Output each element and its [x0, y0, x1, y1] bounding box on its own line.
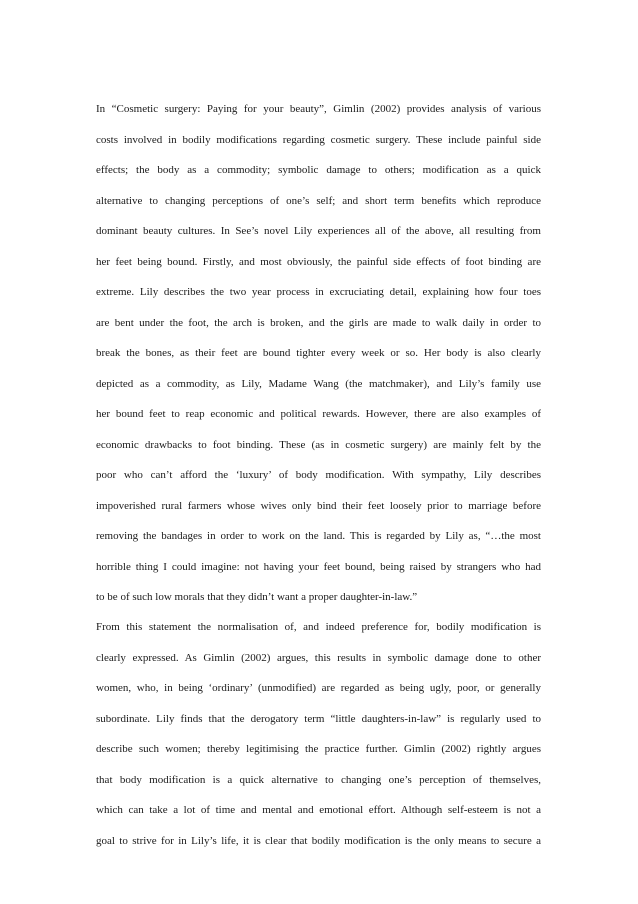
paragraph-line: which can take a lot of time and mental and emotional effort. Although self-esteem is not a: [96, 804, 541, 816]
paragraph-line: dominant beauty cultures. In See’s novel Lily experiences all of the above, all resulting from: [96, 225, 541, 237]
paragraph-line: impoverished rural farmers whose wives only bind their feet loosely prior to marriage before: [96, 499, 541, 512]
paragraph-line: subordinate. Lily finds that the derogatory term “little daughters-in-law” is regularly used to: [96, 712, 541, 725]
paragraph-line: costs involved in bodily modifications regarding cosmetic surgery. These include painful side: [96, 133, 541, 146]
paragraph-line: her feet being bound. Firstly, and most obviously, the painful side effects of foot binding are: [96, 255, 541, 268]
paragraph-line: women, who, in being ‘ordinary’ (unmodified) are regarded as being ugly, poor, or generally: [96, 682, 541, 694]
paragraph-line: depicted as a commodity, as Lily, Madame Wang (the matchmaker), and Lily’s family use: [96, 377, 541, 390]
paragraph-line: poor who can’t afford the ‘luxury’ of body modification. With sympathy, Lily describes: [96, 469, 541, 481]
paragraph-line: extreme. Lily describes the two year process in excruciating detail, explaining how four toes: [96, 286, 541, 298]
paragraph-line: break the bones, as their feet are bound tighter every week or so. Her body is also clearly: [96, 347, 541, 359]
paragraph-line: to be of such low morals that they didn’t want a proper daughter-in-law.”: [96, 591, 418, 603]
paragraph-line: that body modification is a quick alternative to changing one’s perception of themselves,: [96, 773, 541, 786]
paragraph-line: horrible thing I could imagine: not having your feet bound, being raised by strangers who had: [96, 560, 541, 573]
paragraph-line: alternative to changing perceptions of one’s self; and short term benefits which reproduce: [96, 194, 541, 207]
paragraph-line: describe such women; thereby legitimising the practice further. Gimlin (2002) rightly argues: [96, 743, 541, 755]
paragraph-line: clearly expressed. As Gimlin (2002) argues, this results in symbolic damage done to other: [96, 651, 541, 664]
paragraph-line: goal to strive for in Lily’s life, it is clear that bodily modification is the only means to secure a: [96, 834, 541, 847]
paragraph-line: are bent under the foot, the arch is broken, and the girls are made to walk daily in order to: [96, 316, 541, 329]
paragraph-2: [96, 619, 541, 863]
paragraph-line: economic drawbacks to foot binding. These (as in cosmetic surgery) are mainly felt by the: [96, 438, 541, 451]
paragraph-line: her bound feet to reap economic and political rewards. However, there are also examples of: [96, 408, 541, 420]
paragraph-line: In “Cosmetic surgery: Paying for your beauty”, Gimlin (2002) provides analysis of various: [96, 103, 541, 115]
paragraph-line: removing the bandages in order to work on the land. This is regarded by Lily as, “…the most: [96, 530, 541, 542]
paragraph-line: From this statement the normalisation of, and indeed preference for, bodily modification is: [96, 621, 541, 633]
paragraph-1: [96, 101, 541, 620]
paragraph-line: effects; the body as a commodity; symbolic damage to others; modification as a quick: [96, 164, 541, 176]
